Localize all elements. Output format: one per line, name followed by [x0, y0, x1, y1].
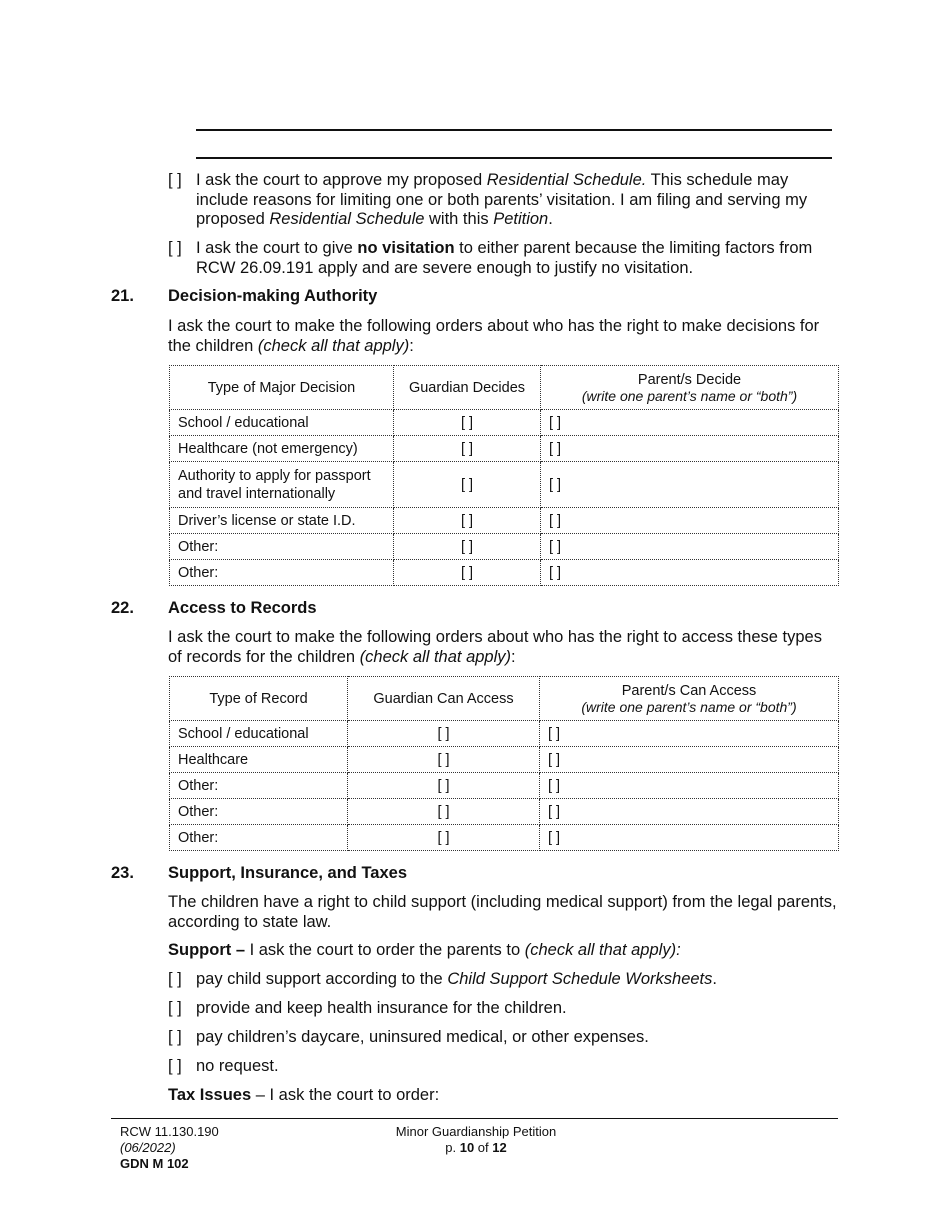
- guardian-access-checkbox[interactable]: [ ]: [348, 747, 540, 773]
- record-type: Other:: [170, 799, 348, 825]
- decision-type: Other:: [170, 534, 394, 560]
- record-type: Healthcare: [170, 747, 348, 773]
- parent-decides-field[interactable]: [ ]: [541, 560, 839, 586]
- footer-center: [366, 1124, 586, 1156]
- decision-type: Healthcare (not emergency): [170, 436, 394, 462]
- table-row: [170, 560, 839, 586]
- decision-header-parent: Parent/s Decide (write one parent’s name or “both”): [541, 366, 839, 410]
- support-option-checkbox[interactable]: [ ]: [168, 970, 182, 988]
- tax-issues: Tax Issues – I ask the court to order:: [168, 1086, 440, 1104]
- footer-divider: [111, 1118, 838, 1119]
- section-21-number: 21.: [111, 287, 134, 305]
- guardian-decides-checkbox[interactable]: [ ]: [394, 560, 541, 586]
- decision-type: Other:: [170, 560, 394, 586]
- decision-type: School / educational: [170, 410, 394, 436]
- table-row: [170, 410, 839, 436]
- section-23-number: 23.: [111, 864, 134, 882]
- approve-schedule-checkbox[interactable]: [ ]: [168, 171, 182, 189]
- parent-decides-field[interactable]: [ ]: [541, 436, 839, 462]
- footer-statute: RCW 11.130.190: [120, 1124, 219, 1139]
- parent-decides-field[interactable]: [ ]: [541, 508, 839, 534]
- no-visitation-text: I ask the court to give no visitation to either parent because the limiting factors from RCW 26.09.191 apply and are severe enough to justify no visitation.: [196, 239, 813, 277]
- guardian-decides-checkbox[interactable]: [ ]: [394, 410, 541, 436]
- footer-page-number: p. 10 of 12: [445, 1140, 507, 1155]
- guardian-decides-checkbox[interactable]: [ ]: [394, 436, 541, 462]
- guardian-access-checkbox[interactable]: [ ]: [348, 799, 540, 825]
- parent-access-field[interactable]: [ ]: [540, 747, 839, 773]
- approve-schedule-text: I ask the court to approve my proposed Residential Schedule. This schedule may include reasons for limiting one or both parents’ visitation. I am filing and serving my proposed Residential Schedule with this Petition.: [196, 171, 808, 228]
- footer-date: (06/2022): [120, 1140, 176, 1155]
- section-21-title: Decision-making Authority: [168, 287, 378, 305]
- section-21-intro: I ask the court to make the following orders about who has the right to make decisions for the children (check all that apply):: [168, 317, 820, 355]
- support-option-text: provide and keep health insurance for the children.: [196, 999, 567, 1017]
- footer-form-title: Minor Guardianship Petition: [395, 1124, 557, 1139]
- table-row: [170, 773, 839, 799]
- support-option-text: pay child support according to the Child Support Schedule Worksheets.: [196, 970, 717, 988]
- support-request: Support – I ask the court to order the parents to (check all that apply):: [168, 941, 681, 959]
- table-row: [170, 799, 839, 825]
- blank-line-1[interactable]: [196, 129, 832, 131]
- table-row: [170, 721, 839, 747]
- section-22-intro: I ask the court to make the following orders about who has the right to access these types of records for the children (check all that apply):: [168, 628, 822, 666]
- support-option-checkbox[interactable]: [ ]: [168, 999, 182, 1017]
- guardian-access-checkbox[interactable]: [ ]: [348, 721, 540, 747]
- records-table: [169, 676, 839, 851]
- guardian-access-checkbox[interactable]: [ ]: [348, 825, 540, 851]
- table-row: [170, 534, 839, 560]
- section-22-number: 22.: [111, 599, 134, 617]
- decision-table: [169, 365, 839, 586]
- record-type: School / educational: [170, 721, 348, 747]
- decision-header-guardian: Guardian Decides: [394, 366, 541, 410]
- footer-form-code: GDN M 102: [120, 1156, 189, 1171]
- parent-decides-field[interactable]: [ ]: [541, 410, 839, 436]
- footer-left: [120, 1124, 219, 1172]
- guardian-decides-checkbox[interactable]: [ ]: [394, 508, 541, 534]
- guardian-decides-checkbox[interactable]: [ ]: [394, 462, 541, 508]
- support-option-text: pay children’s daycare, uninsured medical, or other expenses.: [196, 1028, 649, 1046]
- blank-line-2[interactable]: [196, 157, 832, 159]
- section-23-title: Support, Insurance, and Taxes: [168, 864, 408, 882]
- decision-type: Driver’s license or state I.D.: [170, 508, 394, 534]
- records-header-parent: Parent/s Can Access (write one parent’s name or “both”): [540, 677, 839, 721]
- record-type: Other:: [170, 773, 348, 799]
- support-option-checkbox[interactable]: [ ]: [168, 1028, 182, 1046]
- table-row: [170, 436, 839, 462]
- section-23-intro: The children have a right to child support (including medical support) from the legal parents, according to state law.: [168, 893, 837, 931]
- records-header-type: Type of Record: [170, 677, 348, 721]
- table-row: [170, 825, 839, 851]
- parent-access-field[interactable]: [ ]: [540, 825, 839, 851]
- decision-type: Authority to apply for passport and travel internationally: [170, 462, 394, 508]
- parent-access-field[interactable]: [ ]: [540, 799, 839, 825]
- guardian-access-checkbox[interactable]: [ ]: [348, 773, 540, 799]
- records-header-guardian: Guardian Can Access: [348, 677, 540, 721]
- parent-decides-field[interactable]: [ ]: [541, 462, 839, 508]
- support-option-checkbox[interactable]: [ ]: [168, 1057, 182, 1075]
- guardian-decides-checkbox[interactable]: [ ]: [394, 534, 541, 560]
- no-visitation-checkbox[interactable]: [ ]: [168, 239, 182, 257]
- table-row: [170, 508, 839, 534]
- table-row: [170, 747, 839, 773]
- section-22-title: Access to Records: [168, 599, 317, 617]
- parent-access-field[interactable]: [ ]: [540, 721, 839, 747]
- parent-decides-field[interactable]: [ ]: [541, 534, 839, 560]
- table-row: [170, 462, 839, 508]
- support-option-text: no request.: [196, 1057, 279, 1075]
- decision-header-type: Type of Major Decision: [170, 366, 394, 410]
- record-type: Other:: [170, 825, 348, 851]
- parent-access-field[interactable]: [ ]: [540, 773, 839, 799]
